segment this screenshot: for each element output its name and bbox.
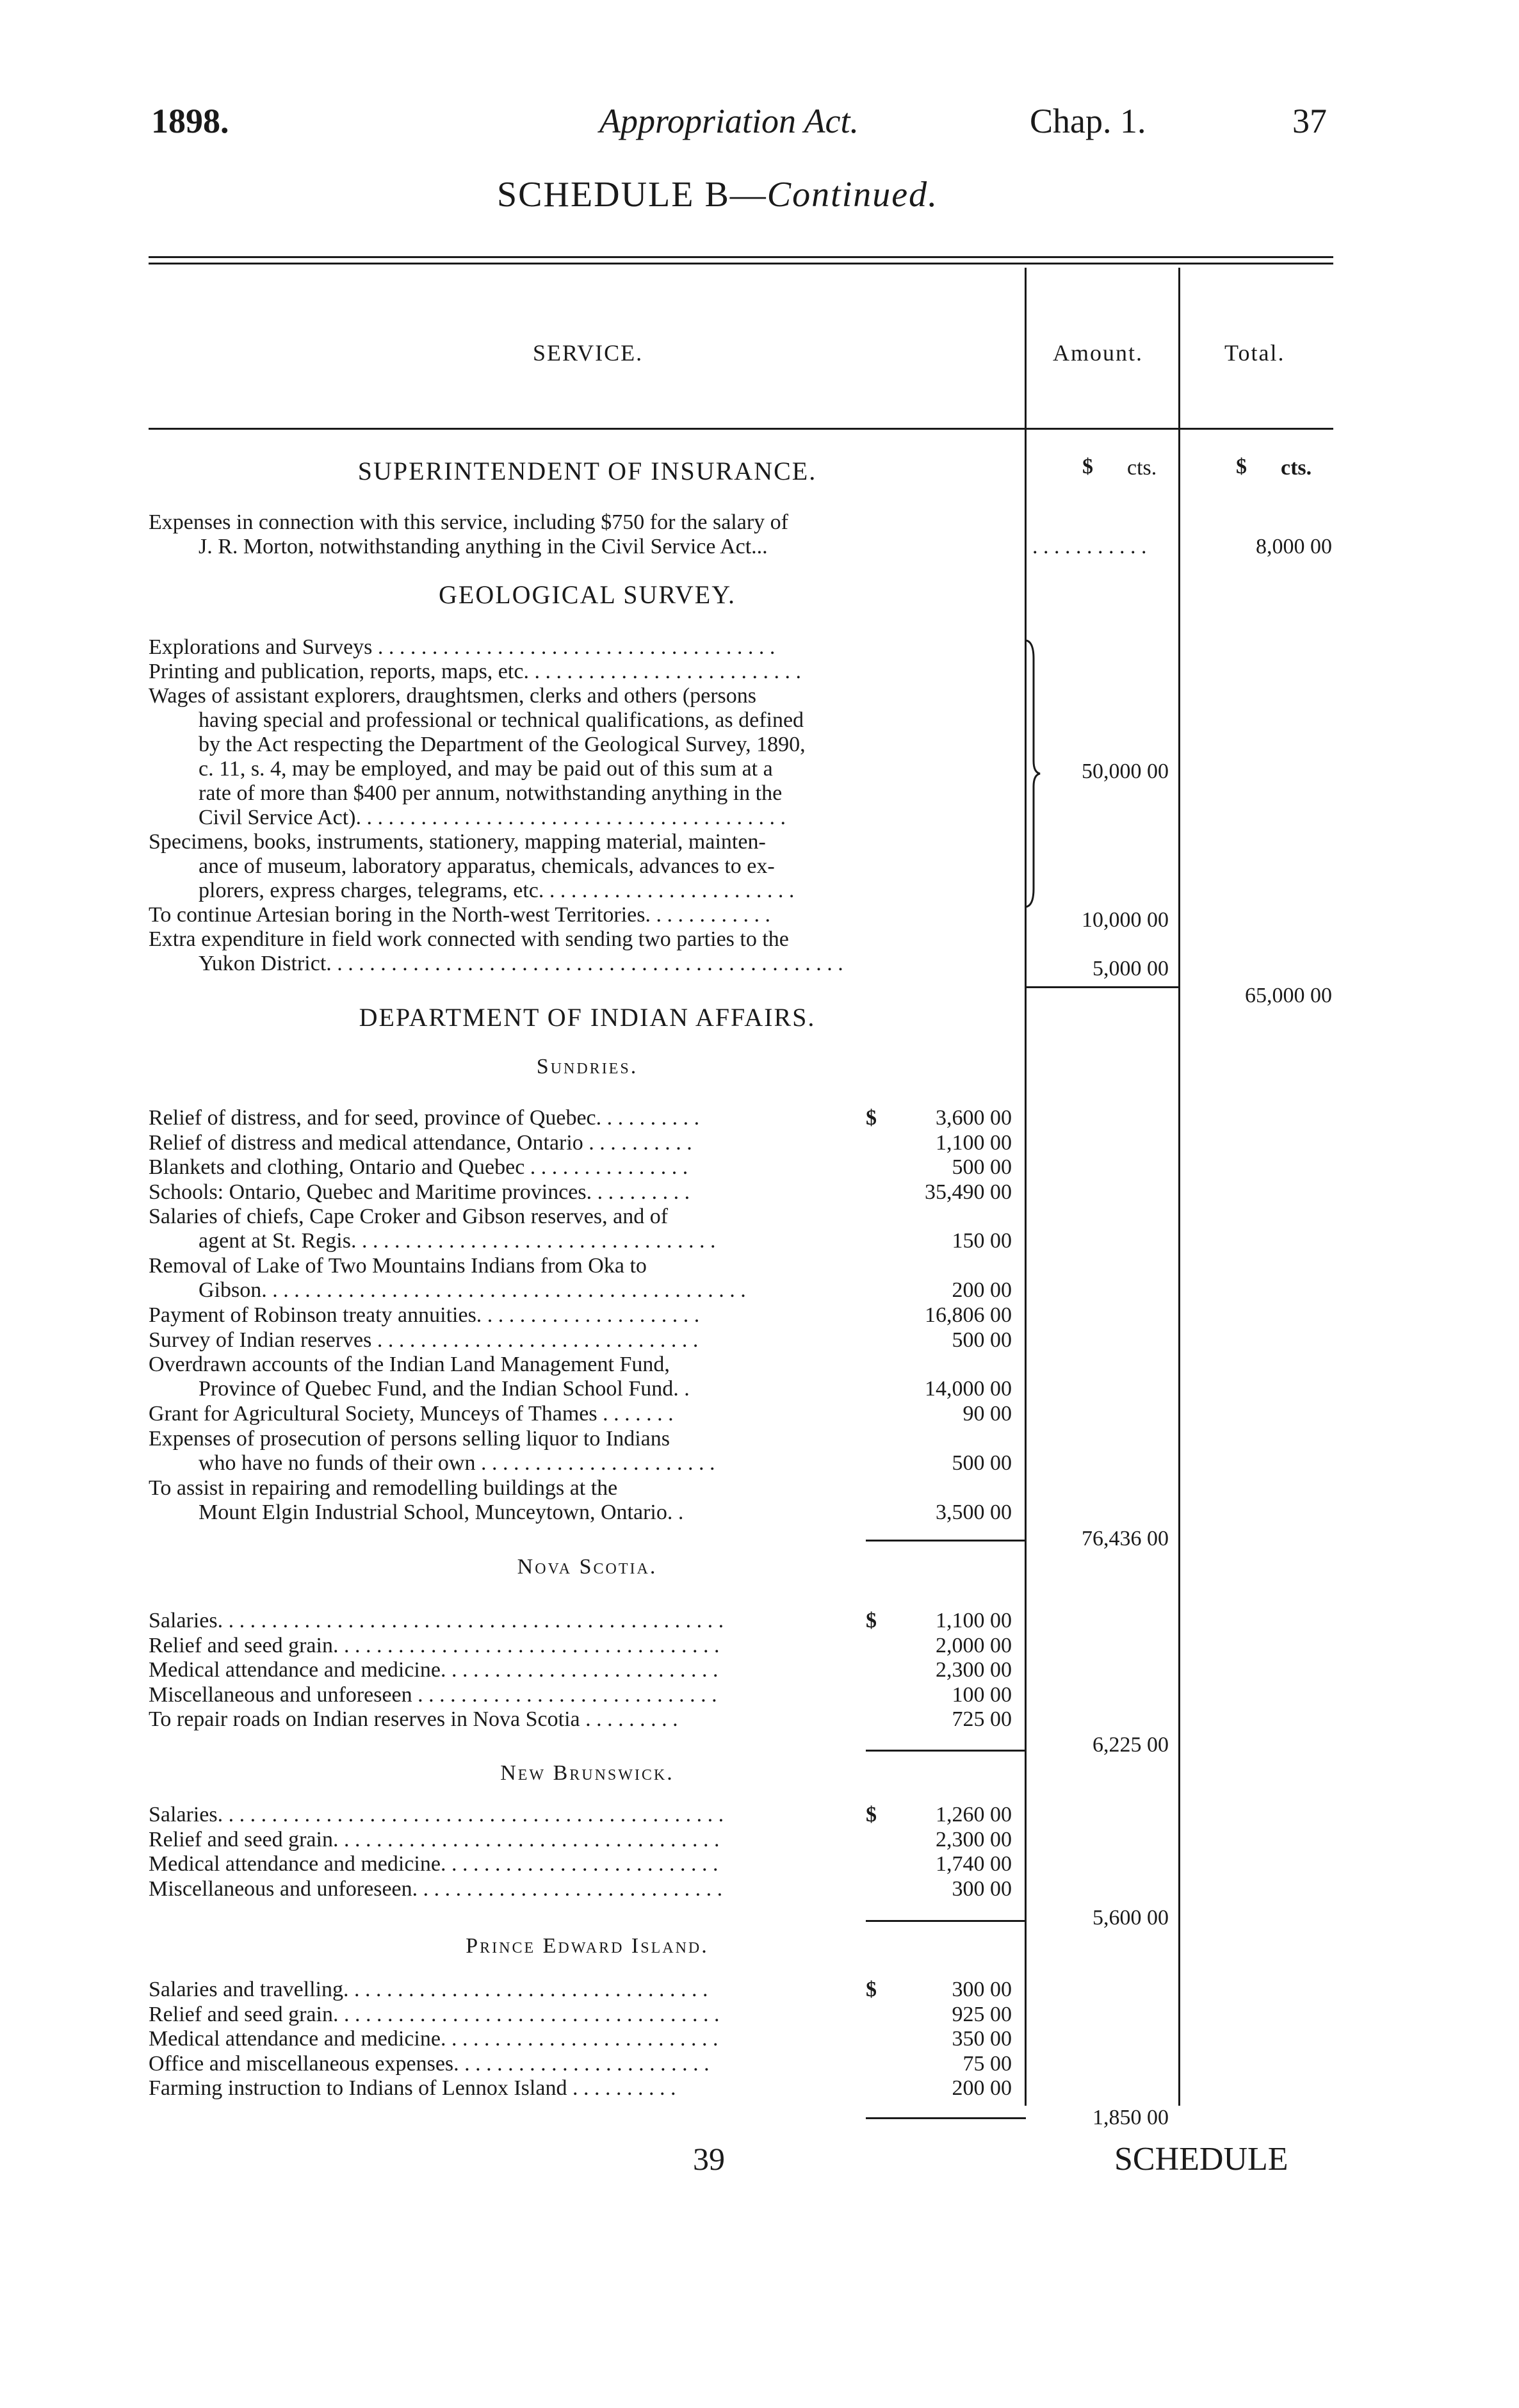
- nova-scotia-item-desc: Salaries. . . . . . . . . . . . . . . . . . . . . . . . . . . . . . . . . . . . . . . . . . . . . . .: [149, 1609, 724, 1632]
- footer-page-number: 39: [693, 2141, 725, 2177]
- sundries-item-cont: Mount Elgin Industrial School, Munceytown, Ontario. .: [199, 1500, 684, 1524]
- new-brunswick-dollar-sign: $: [866, 1803, 877, 1826]
- sundries-item: [149, 1328, 866, 1353]
- nova-scotia-item-desc: Medical attendance and medicine. . . . . . . . . . . . . . . . . . . . . . . . . .: [149, 1658, 719, 1682]
- pei-item-value: 350 00: [952, 2027, 1012, 2051]
- sundries-item: [149, 1427, 866, 1476]
- schedule-title-cont: Continued.: [767, 175, 939, 215]
- pei-item-desc: Farming instruction to Indians of Lennox Island . . . . . . . . . .: [149, 2076, 676, 2100]
- nova-scotia-item-value: 100 00: [952, 1682, 1012, 1707]
- geo-wages-6: Civil Service Act). . . . . . . . . . . . . . . . . . . . . . . . . . . . . . . . . . . . . . . .: [199, 806, 786, 829]
- nova-scotia-item: [149, 1683, 866, 1707]
- footer-catchword: SCHEDULE: [1114, 2141, 1288, 2177]
- sundries-item-value: 200 00: [952, 1278, 1012, 1302]
- pei-item-desc: Medical attendance and medicine. . . . . . . . . . . . . . . . . . . . . . . . . .: [149, 2027, 719, 2051]
- geo-wages-4: c. 11, s. 4, may be employed, and may be paid out of this sum at a: [199, 757, 773, 781]
- sundries-item-cont: agent at St. Regis. . . . . . . . . . . . . . . . . . . . . . . . . . . . . . . . . .: [199, 1229, 716, 1253]
- sundries-item: [149, 1303, 866, 1328]
- nova-scotia-item-desc: Relief and seed grain. . . . . . . . . . . . . . . . . . . . . . . . . . . . . . . . . . . .: [149, 1633, 720, 1657]
- insurance-amount-dots: . . . . . . . . . . .: [1032, 535, 1147, 558]
- geological-yukon-amount: 5,000 00: [1093, 957, 1169, 980]
- pei-item-desc: Salaries and travelling. . . . . . . . . . . . . . . . . . . . . . . . . . . . . . . . . .: [149, 1978, 708, 2001]
- new-brunswick-heading: New Brunswick.: [500, 1761, 674, 1785]
- sundries-item: [149, 1205, 866, 1253]
- new-brunswick-rule: [866, 1920, 1026, 1922]
- nova-scotia-item-value: 1,100 00: [936, 1609, 1012, 1632]
- geological-bracket-amount: 50,000 00: [1082, 760, 1169, 783]
- insurance-line2: J. R. Morton, notwithstanding anything in the Civil Service Act...: [199, 535, 768, 558]
- nova-scotia-item-value: 725 00: [952, 1707, 1012, 1731]
- new-brunswick-item-desc: Salaries. . . . . . . . . . . . . . . . . . . . . . . . . . . . . . . . . . . . . . . . . . . . . . .: [149, 1803, 724, 1826]
- act-title: Appropriation Act.: [599, 102, 859, 140]
- insurance-heading: SUPERINTENDENT OF INSURANCE.: [357, 457, 817, 485]
- year: 1898.: [151, 102, 229, 140]
- pei-item: [149, 2003, 866, 2027]
- sundries-item-cont: Province of Quebec Fund, and the Indian School Fund. .: [199, 1377, 690, 1401]
- sundries-item-desc: Overdrawn accounts of the Indian Land Management Fund,: [149, 1353, 670, 1376]
- pei-item: [149, 2076, 866, 2101]
- nova-scotia-dollar-sign: $: [866, 1609, 877, 1632]
- geo-specimens-3: plorers, express charges, telegrams, etc. . . . . . . . . . . . . . . . . . . . . . . .: [199, 879, 795, 902]
- pei-heading: Prince Edward Island.: [466, 1934, 709, 1958]
- sundries-item: [149, 1131, 866, 1155]
- new-brunswick-item: [149, 1828, 866, 1852]
- amount-dollar-sign: $: [1082, 455, 1093, 478]
- geo-yukon: Extra expenditure in field work connected with sending two parties to the: [149, 927, 789, 951]
- sundries-item-desc: Schools: Ontario, Quebec and Maritime provinces. . . . . . . . . .: [149, 1180, 690, 1204]
- sundries-item: [149, 1180, 866, 1205]
- pei-item: [149, 2027, 866, 2051]
- top-rule-2: [149, 263, 1333, 264]
- sundries-item-desc: Relief of distress, and for seed, province of Quebec. . . . . . . . . .: [149, 1106, 700, 1130]
- geological-heading: GEOLOGICAL SURVEY.: [439, 580, 736, 609]
- geo-specimens: Specimens, books, instruments, stationery, mapping material, mainten-: [149, 830, 766, 854]
- nova-scotia-item: [149, 1707, 866, 1732]
- top-rule-1: [149, 256, 1333, 258]
- col-head-amount: Amount.: [1053, 340, 1144, 366]
- header-rule: [149, 428, 1333, 430]
- pei-item-value: 300 00: [952, 1978, 1012, 2001]
- pei-item-desc: Relief and seed grain. . . . . . . . . . . . . . . . . . . . . . . . . . . . . . . . . . . .: [149, 2002, 720, 2026]
- sundries-item-desc: Payment of Robinson treaty annuities. . . . . . . . . . . . . . . . . . . . .: [149, 1303, 700, 1327]
- nova-scotia-item: [149, 1658, 866, 1682]
- new-brunswick-item: [149, 1877, 866, 1901]
- pei-item-desc: Office and miscellaneous expenses. . . . . . . . . . . . . . . . . . . . . . . .: [149, 2051, 710, 2076]
- new-brunswick-item-value: 1,740 00: [936, 1852, 1012, 1876]
- pei-item-value: 925 00: [952, 2002, 1012, 2026]
- geo-printing: Printing and publication, reports, maps, etc. . . . . . . . . . . . . . . . . . . . . . . . . .: [149, 660, 801, 683]
- sundries-item-value: 3,600 00: [936, 1106, 1012, 1130]
- geo-specimens-2: ance of museum, laboratory apparatus, chemicals, advances to ex-: [199, 854, 775, 878]
- chapter: Chap. 1.: [1030, 102, 1146, 140]
- geo-wages-3: by the Act respecting the Department of the Geological Survey, 1890,: [199, 733, 806, 756]
- indian-heading: DEPARTMENT OF INDIAN AFFAIRS.: [359, 1003, 816, 1032]
- geo-yukon-2: Yukon District. . . . . . . . . . . . . . . . . . . . . . . . . . . . . . . . . . . . . . . . . . . . . . . .: [199, 952, 843, 975]
- pei-total: 1,850 00: [1093, 2106, 1169, 2129]
- insurance-total: 8,000 00: [1256, 535, 1332, 558]
- schedule-title: [497, 174, 938, 215]
- geological-total: 65,000 00: [1245, 984, 1332, 1007]
- sundries-item-value: 35,490 00: [925, 1180, 1012, 1204]
- nova-scotia-item-desc: Miscellaneous and unforeseen . . . . . . . . . . . . . . . . . . . . . . . . . . . .: [149, 1682, 717, 1707]
- new-brunswick-item: [149, 1803, 866, 1827]
- nova-scotia-heading: Nova Scotia.: [517, 1555, 658, 1579]
- sundries-item: [149, 1402, 866, 1426]
- insurance-expenses: [149, 510, 1026, 559]
- sundries-item: [149, 1106, 866, 1130]
- sundries-item-value: 500 00: [952, 1155, 1012, 1179]
- amount-cts: cts.: [1127, 456, 1157, 480]
- sundries-item-desc: Removal of Lake of Two Mountains Indians from Oka to: [149, 1254, 647, 1278]
- sundries-total: 76,436 00: [1082, 1527, 1169, 1550]
- sundries-item-desc: Grant for Agricultural Society, Munceys of Thames . . . . . . .: [149, 1402, 674, 1426]
- new-brunswick-item-desc: Medical attendance and medicine. . . . . . . . . . . . . . . . . . . . . . . . . .: [149, 1852, 719, 1876]
- pei-item: [149, 1978, 866, 2002]
- sundries-heading: Sundries.: [536, 1055, 638, 1078]
- sundries-item-value: 90 00: [963, 1402, 1012, 1426]
- sundries-item: [149, 1353, 866, 1401]
- pei-item: [149, 2052, 866, 2076]
- nova-scotia-item-value: 2,000 00: [936, 1633, 1012, 1657]
- sundries-item: [149, 1476, 866, 1525]
- geological-items: [149, 635, 1026, 976]
- geo-explorations: Explorations and Surveys . . . . . . . . . . . . . . . . . . . . . . . . . . . . . . . . . . . . .: [149, 635, 776, 659]
- col-head-service: SERVICE.: [533, 340, 644, 366]
- pei-rule: [866, 2117, 1026, 2119]
- geo-wages-2: having special and professional or technical qualifications, as defined: [199, 708, 804, 732]
- sundries-item-value: 150 00: [952, 1229, 1012, 1253]
- schedule-title-main: SCHEDULE B—: [497, 175, 767, 215]
- pei-item-value: 200 00: [952, 2076, 1012, 2100]
- pei-dollar-sign: $: [866, 1978, 877, 2001]
- sundries-item-desc: To assist in repairing and remodelling buildings at the: [149, 1476, 618, 1500]
- sundries-item-cont: who have no funds of their own . . . . . . . . . . . . . . . . . . . . . .: [199, 1451, 715, 1475]
- sundries-item-value: 14,000 00: [925, 1377, 1012, 1401]
- sundries-item-value: 500 00: [952, 1328, 1012, 1352]
- sundries-item-value: 1,100 00: [936, 1130, 1012, 1155]
- new-brunswick-item: [149, 1852, 866, 1876]
- nova-scotia-item: [149, 1634, 866, 1658]
- new-brunswick-item-value: 1,260 00: [936, 1803, 1012, 1826]
- sundries-dollar-sign: $: [866, 1106, 877, 1130]
- nova-scotia-item-desc: To repair roads on Indian reserves in Nova Scotia . . . . . . . . .: [149, 1707, 678, 1731]
- sundries-item: [149, 1155, 866, 1180]
- total-dollar-sign: $: [1236, 455, 1247, 478]
- geological-subtotal-rule: [1025, 986, 1180, 988]
- sundries-item-desc: Survey of Indian reserves . . . . . . . . . . . . . . . . . . . . . . . . . . . . . .: [149, 1328, 699, 1352]
- nova-scotia-item: [149, 1609, 866, 1633]
- page-number-top: 37: [1292, 102, 1327, 140]
- sundries-item-desc: Salaries of chiefs, Cape Croker and Gibson reserves, and of: [149, 1205, 669, 1228]
- sundries-item-desc: Relief of distress and medical attendance, Ontario . . . . . . . . . .: [149, 1130, 692, 1155]
- column-rule-amount: [1178, 268, 1180, 2106]
- col-head-total: Total.: [1224, 340, 1285, 366]
- new-brunswick-item-value: 300 00: [952, 1876, 1012, 1901]
- sundries-item-value: 500 00: [952, 1451, 1012, 1475]
- geo-wages-5: rate of more than $400 per annum, notwithstanding anything in the: [199, 781, 783, 805]
- total-cts: cts.: [1281, 456, 1312, 480]
- sundries-item-cont: Gibson. . . . . . . . . . . . . . . . . . . . . . . . . . . . . . . . . . . . . . . . . . . . .: [199, 1278, 746, 1302]
- sundries-item-value: 3,500 00: [936, 1500, 1012, 1524]
- nova-scotia-total: 6,225 00: [1093, 1733, 1169, 1757]
- new-brunswick-total: 5,600 00: [1093, 1906, 1169, 1930]
- geo-artesian: To continue Artesian boring in the North-west Territories. . . . . . . . . . . .: [149, 903, 770, 927]
- geo-wages: Wages of assistant explorers, draughtsmen, clerks and others (persons: [149, 684, 757, 708]
- sundries-item-desc: Blankets and clothing, Ontario and Quebec . . . . . . . . . . . . . . .: [149, 1155, 688, 1179]
- nova-scotia-item-value: 2,300 00: [936, 1658, 1012, 1682]
- sundries-rule: [866, 1540, 1026, 1542]
- sundries-item: [149, 1254, 866, 1303]
- nova-scotia-rule: [866, 1750, 1026, 1752]
- new-brunswick-item-desc: Miscellaneous and unforeseen. . . . . . . . . . . . . . . . . . . . . . . . . . . . .: [149, 1876, 723, 1901]
- new-brunswick-item-value: 2,300 00: [936, 1827, 1012, 1851]
- pei-item-value: 75 00: [963, 2051, 1012, 2076]
- geological-artesian-amount: 10,000 00: [1082, 908, 1169, 932]
- sundries-item-desc: Expenses of prosecution of persons selling liquor to Indians: [149, 1426, 670, 1451]
- new-brunswick-item-desc: Relief and seed grain. . . . . . . . . . . . . . . . . . . . . . . . . . . . . . . . . . . .: [149, 1827, 720, 1851]
- sundries-item-value: 16,806 00: [925, 1303, 1012, 1327]
- insurance-line1: Expenses in connection with this service, including $750 for the salary of: [149, 510, 788, 534]
